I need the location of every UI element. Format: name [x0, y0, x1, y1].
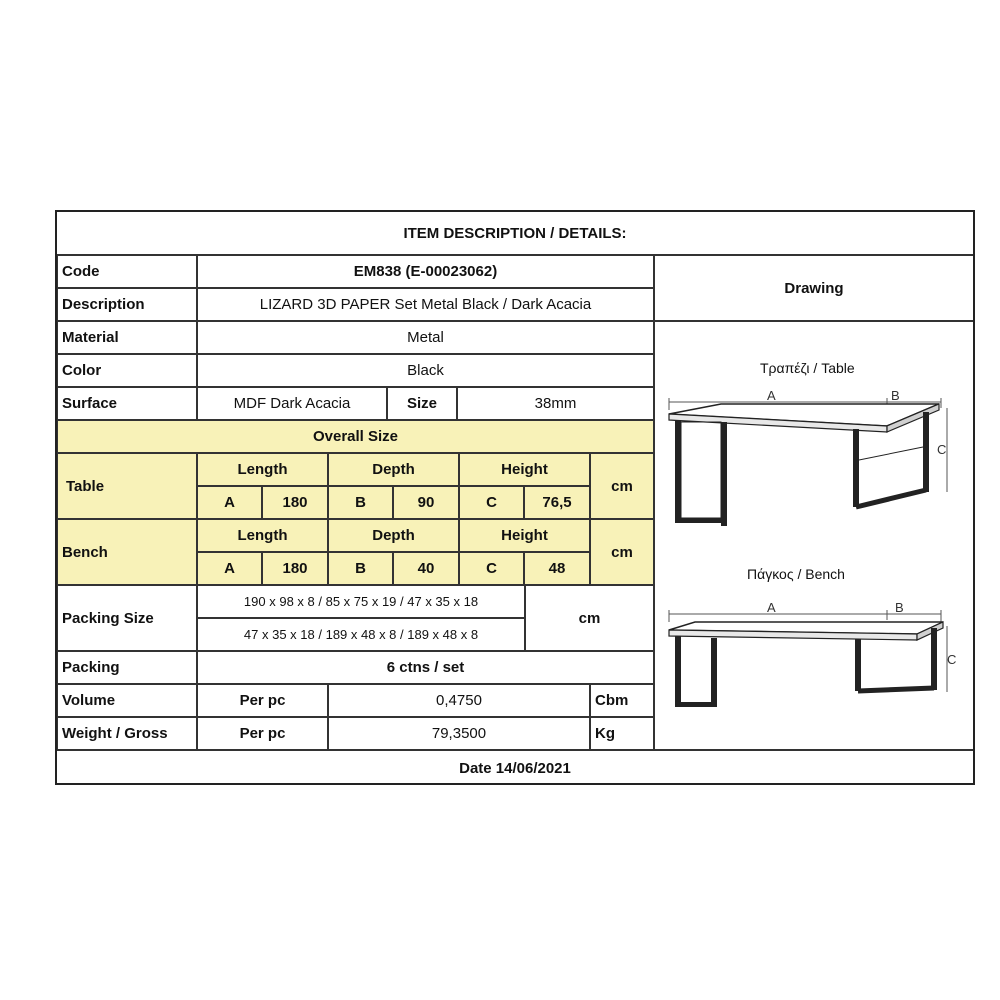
bench-label: Bench	[57, 519, 197, 585]
description-value: LIZARD 3D PAPER Set Metal Black / Dark Acacia	[197, 288, 654, 321]
bench-caption: Πάγκος / Bench	[747, 566, 845, 582]
code-label: Code	[57, 255, 197, 288]
table-b-value: 90	[393, 486, 459, 519]
color-value: Black	[197, 354, 654, 387]
size-value: 38mm	[457, 387, 654, 420]
bench-length-label: Length	[197, 519, 328, 552]
table-dim-a: A	[767, 388, 776, 403]
table-b-letter: B	[328, 486, 393, 519]
description-label: Description	[57, 288, 197, 321]
volume-label: Volume	[57, 684, 197, 717]
packing-size-line1: 190 x 98 x 8 / 85 x 75 x 19 / 47 x 35 x 18	[197, 585, 525, 618]
packing-size-line2: 47 x 35 x 18 / 189 x 48 x 8 / 189 x 48 x 8	[197, 618, 525, 651]
surface-label: Surface	[57, 387, 197, 420]
surface-value: MDF Dark Acacia	[197, 387, 387, 420]
table-label: Table	[57, 453, 197, 519]
table-a-letter: A	[197, 486, 262, 519]
table-caption: Τραπέζι / Table	[760, 360, 855, 376]
table-unit: cm	[590, 453, 654, 519]
table-c-letter: C	[459, 486, 524, 519]
bench-depth-label: Depth	[328, 519, 459, 552]
table-height-label: Height	[459, 453, 590, 486]
bench-unit: cm	[590, 519, 654, 585]
bench-b-letter: B	[328, 552, 393, 585]
volume-per: Per pc	[197, 684, 328, 717]
drawing-title: Drawing	[654, 255, 973, 321]
packing-label: Packing	[57, 651, 197, 684]
weight-per: Per pc	[197, 717, 328, 750]
weight-unit: Kg	[590, 717, 654, 750]
drawing-area	[654, 321, 973, 750]
weight-label: Weight / Gross	[57, 717, 197, 750]
material-label: Material	[57, 321, 197, 354]
bench-c-letter: C	[459, 552, 524, 585]
volume-value: 0,4750	[328, 684, 590, 717]
bench-height-label: Height	[459, 519, 590, 552]
packing-value: 6 ctns / set	[197, 651, 654, 684]
material-value: Metal	[197, 321, 654, 354]
packing-size-label: Packing Size	[57, 585, 197, 651]
date-value: Date 14/06/2021	[57, 750, 973, 785]
table-length-label: Length	[197, 453, 328, 486]
bench-c-value: 48	[524, 552, 590, 585]
size-label: Size	[387, 387, 457, 420]
sheet-title: ITEM DESCRIPTION / DETAILS:	[57, 212, 973, 255]
bench-dim-a: A	[767, 600, 776, 615]
packing-size-unit: cm	[525, 585, 654, 651]
table-dim-b: B	[891, 388, 900, 403]
color-label: Color	[57, 354, 197, 387]
bench-dim-c: C	[947, 652, 957, 667]
table-depth-label: Depth	[328, 453, 459, 486]
weight-value: 79,3500	[328, 717, 590, 750]
bench-drawing	[655, 592, 974, 732]
bench-b-value: 40	[393, 552, 459, 585]
code-value: EM838 (E-00023062)	[197, 255, 654, 288]
table-c-value: 76,5	[524, 486, 590, 519]
spec-sheet	[55, 210, 975, 785]
overall-size-label: Overall Size	[57, 420, 654, 453]
bench-a-value: 180	[262, 552, 328, 585]
table-drawing	[655, 382, 974, 562]
volume-unit: Cbm	[590, 684, 654, 717]
bench-dim-b: B	[895, 600, 904, 615]
bench-a-letter: A	[197, 552, 262, 585]
table-a-value: 180	[262, 486, 328, 519]
table-dim-c: C	[937, 442, 947, 457]
